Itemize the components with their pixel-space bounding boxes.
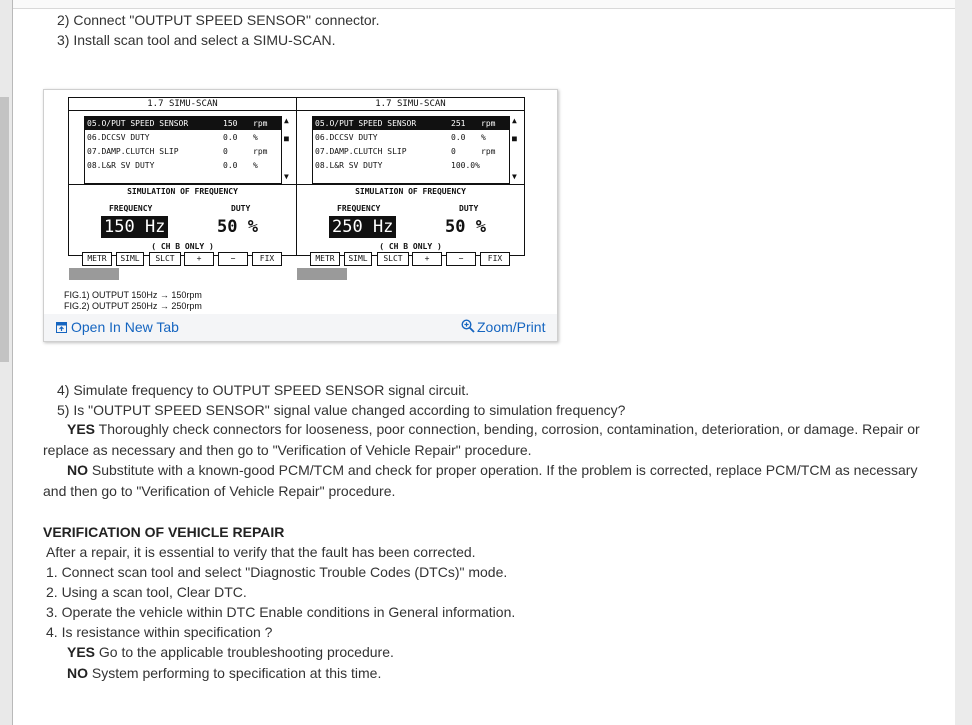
top-header-edge	[13, 0, 955, 9]
step-3: 3) Install scan tool and select a SIMU-SCAN.	[57, 32, 336, 48]
plus-button: +	[412, 252, 442, 266]
param-name: 07.DAMP.CLUTCH SLIP	[315, 147, 407, 156]
param-name: 07.DAMP.CLUTCH SLIP	[87, 147, 179, 156]
list-item	[85, 117, 281, 130]
scroll-thumb-icon: ■	[284, 134, 289, 143]
left-scrollbar-track[interactable]	[0, 0, 13, 725]
plus-button: +	[184, 252, 214, 266]
param-unit: %	[253, 133, 258, 142]
param-name: 06.DCCSV DUTY	[87, 133, 150, 142]
verification-heading: VERIFICATION OF VEHICLE REPAIR	[43, 524, 285, 540]
divider	[297, 110, 524, 111]
list-scrollbar	[509, 116, 521, 182]
document-page	[13, 0, 955, 725]
scan-tag-image	[69, 268, 119, 280]
param-unit: rpm	[481, 147, 496, 156]
duty-value: 50 %	[445, 217, 486, 237]
list-item	[313, 131, 509, 144]
scroll-up-icon: ▲	[284, 116, 289, 125]
divider	[69, 184, 296, 185]
figure-caption-2: FIG.2) OUTPUT 250Hz → 250rpm	[64, 301, 202, 311]
scan-panel-1	[68, 97, 297, 263]
open-new-tab-link[interactable]	[56, 319, 179, 335]
param-unit: rpm	[253, 147, 268, 156]
param-value: 0.0	[451, 133, 466, 142]
simu-scan-figure	[43, 89, 558, 342]
zoom-print-label: Zoom/Print	[477, 319, 546, 335]
scan-button-bar	[296, 252, 525, 266]
channel-note: ( CH B ONLY )	[151, 242, 214, 251]
no-text: Substitute with a known-good PCM/TCM and check for proper operation. If the problem is corrected, replace PCM/TCM as necessary and then go to "Verification of Vehicle Repair" procedure.	[43, 462, 918, 499]
list-item	[85, 145, 281, 158]
verification-step-1: 1. Connect scan tool and select "Diagnostic Trouble Codes (DTCs)" mode.	[46, 564, 508, 580]
siml-button: SIML	[116, 252, 144, 266]
scroll-down-icon: ▼	[284, 172, 289, 181]
scroll-thumb-icon: ■	[512, 134, 517, 143]
list-item	[313, 145, 509, 158]
no-keyword: NO	[67, 665, 88, 681]
frequency-value: 250 Hz	[329, 216, 396, 238]
fix-button: FIX	[252, 252, 282, 266]
slct-button: SLCT	[149, 252, 181, 266]
verification-no	[67, 663, 381, 683]
no-keyword: NO	[67, 462, 88, 478]
yes-text: Thoroughly check connectors for looseness, poor connection, bending, corrosion, contamination, deterioration, or damage. Repair or replace as necessary and then go to "Verification of Vehicle Repair" procedure.	[43, 421, 920, 458]
minus-button: −	[446, 252, 476, 266]
yes-keyword: YES	[67, 421, 96, 437]
list-item	[85, 159, 281, 172]
param-value: 0.0	[223, 161, 238, 170]
list-scrollbar	[281, 116, 293, 182]
duty-value: 50 %	[217, 217, 258, 237]
param-value: 150	[223, 119, 238, 128]
frequency-label: FREQUENCY	[337, 204, 381, 213]
zoom-print-link[interactable]	[461, 319, 545, 335]
zoom-in-icon	[461, 319, 475, 333]
scroll-down-icon: ▼	[512, 172, 517, 181]
verification-step-3: 3. Operate the vehicle within DTC Enable conditions in General information.	[46, 604, 516, 620]
step-5: 5) Is "OUTPUT SPEED SENSOR" signal value changed according to simulation frequency?	[57, 402, 626, 418]
open-new-tab-label: Open In New Tab	[71, 319, 179, 335]
simulation-title: SIMULATION OF FREQUENCY	[127, 187, 238, 196]
param-name: 05.O/PUT SPEED SENSOR	[315, 119, 417, 128]
fix-button: FIX	[480, 252, 510, 266]
slct-button: SLCT	[377, 252, 409, 266]
divider	[297, 184, 524, 185]
list-item	[313, 159, 509, 172]
param-unit: rpm	[481, 119, 496, 128]
param-name: 08.L&R SV DUTY	[87, 161, 155, 170]
answer-no	[43, 460, 933, 502]
param-value: 0	[223, 147, 228, 156]
duty-label: DUTY	[459, 204, 479, 213]
list-item	[313, 117, 509, 130]
duty-label: DUTY	[231, 204, 251, 213]
frequency-value: 150 Hz	[101, 216, 168, 238]
param-name: 08.L&R SV DUTY	[315, 161, 383, 170]
param-value: 0.0	[223, 133, 238, 142]
param-value: 0	[451, 147, 456, 156]
scan-button-bar	[68, 252, 297, 266]
left-scrollbar-thumb[interactable]	[0, 97, 9, 362]
verification-step-4: 4. Is resistance within specification ?	[46, 624, 273, 640]
scan-title: 1.7 SIMU-SCAN	[375, 99, 446, 109]
step-4: 4) Simulate frequency to OUTPUT SPEED SENSOR signal circuit.	[57, 382, 470, 398]
figure-toolbar	[44, 314, 557, 341]
no-text: System performing to specification at this time.	[88, 665, 382, 681]
answer-yes	[43, 419, 933, 461]
open-in-new-tab-icon	[56, 322, 67, 333]
param-name: 05.O/PUT SPEED SENSOR	[87, 119, 189, 128]
verification-yes	[67, 642, 394, 662]
scan-panel-2	[296, 97, 525, 263]
param-value: 100.0%	[451, 161, 480, 170]
list-item	[85, 131, 281, 144]
divider	[69, 110, 296, 111]
channel-note: ( CH B ONLY )	[379, 242, 442, 251]
param-value: 251	[451, 119, 466, 128]
simulation-title: SIMULATION OF FREQUENCY	[355, 187, 466, 196]
metr-button: METR	[82, 252, 112, 266]
scan-tag-image	[297, 268, 347, 280]
verification-step-2: 2. Using a scan tool, Clear DTC.	[46, 584, 247, 600]
siml-button: SIML	[344, 252, 372, 266]
sensor-list	[84, 116, 282, 184]
yes-keyword: YES	[67, 644, 96, 660]
param-unit: %	[253, 161, 258, 170]
sensor-list	[312, 116, 510, 184]
param-unit: %	[481, 133, 486, 142]
scan-title: 1.7 SIMU-SCAN	[147, 99, 218, 109]
frequency-label: FREQUENCY	[109, 204, 153, 213]
yes-text: Go to the applicable troubleshooting procedure.	[95, 644, 394, 660]
scroll-up-icon: ▲	[512, 116, 517, 125]
step-2: 2) Connect "OUTPUT SPEED SENSOR" connector.	[57, 12, 380, 28]
verification-intro: After a repair, it is essential to verify that the fault has been corrected.	[46, 544, 476, 560]
figure-caption-1: FIG.1) OUTPUT 150Hz → 150rpm	[64, 290, 202, 300]
param-unit: rpm	[253, 119, 268, 128]
minus-button: −	[218, 252, 248, 266]
metr-button: METR	[310, 252, 340, 266]
param-name: 06.DCCSV DUTY	[315, 133, 378, 142]
